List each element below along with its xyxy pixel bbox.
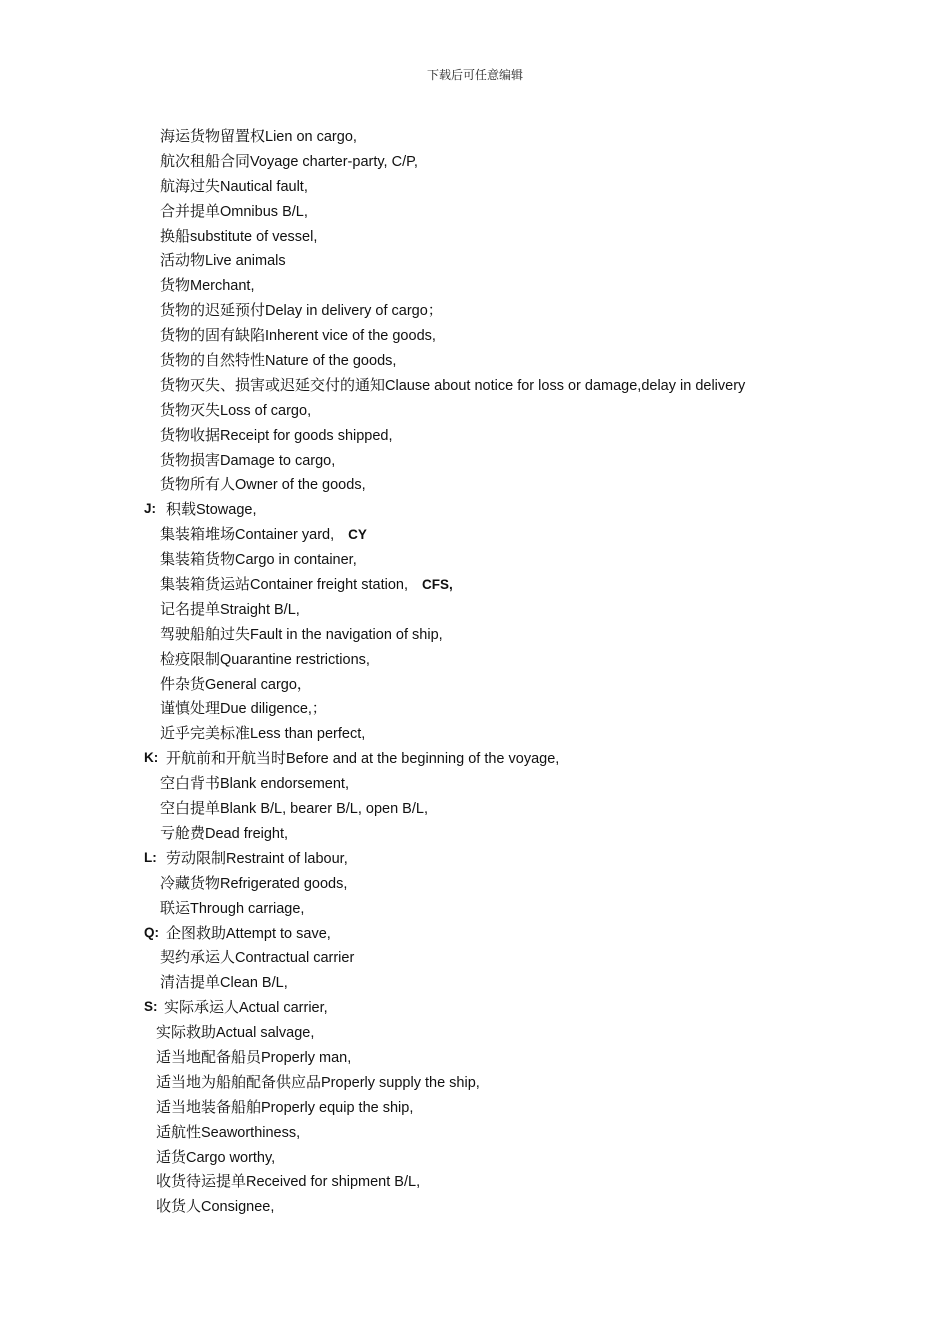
- glossary-entry: [0, 1020, 950, 1045]
- term-english: Seaworthiness,: [201, 1124, 301, 1141]
- term-english: Container freight station,: [250, 577, 408, 594]
- glossary-entry: [0, 721, 950, 746]
- term-chinese: 合并提单: [160, 201, 221, 220]
- term-chinese: 积载: [166, 500, 197, 519]
- page-header: 下载后可任意编辑: [426, 68, 523, 82]
- glossary-entry: [0, 572, 950, 597]
- glossary-entry: [0, 423, 950, 448]
- term-english: Less than perfect,: [250, 726, 366, 743]
- glossary-entry: [0, 373, 950, 398]
- term-english: Consignee,: [201, 1199, 275, 1216]
- glossary-entry: [0, 448, 950, 473]
- term-english: Blank B/L, bearer B/L, open B/L,: [220, 801, 428, 818]
- glossary-list: [0, 124, 950, 1219]
- term-english: Before and at the beginning of the voyage,: [286, 751, 560, 768]
- term-english: Straight B/L,: [220, 601, 300, 618]
- term-english: Damage to cargo,: [220, 452, 336, 469]
- term-english: Properly supply the ship,: [321, 1074, 480, 1091]
- term-chinese: 实际救助: [156, 1023, 217, 1042]
- glossary-entry: [0, 1045, 950, 1070]
- glossary-entry: [0, 821, 950, 846]
- glossary-entry: [0, 746, 950, 771]
- term-english: Voyage charter-party, C/P,: [250, 153, 418, 170]
- term-english: Blank endorsement,: [220, 776, 349, 793]
- term-chinese: 联运: [160, 898, 191, 917]
- term-chinese: 驾驶船舶过失: [160, 624, 251, 643]
- term-english: Live animals: [205, 253, 286, 270]
- term-chinese: 谨慎处理: [160, 699, 221, 718]
- glossary-entry: [0, 497, 950, 522]
- term-english: Fault in the navigation of ship,: [250, 626, 443, 643]
- term-chinese: 适当地为船舶配备供应品: [156, 1072, 322, 1091]
- term-english: Dead freight,: [205, 825, 289, 842]
- term-chinese: 航海过失: [160, 176, 221, 195]
- term-english: General cargo，: [205, 676, 312, 693]
- glossary-entry: [0, 696, 950, 721]
- term-english: Container yard,: [235, 527, 335, 544]
- term-abbreviation: CY: [348, 527, 367, 543]
- term-english: Lien on cargo,: [265, 129, 357, 145]
- glossary-entry: [0, 149, 950, 174]
- term-chinese: 货物损害: [160, 450, 221, 469]
- term-chinese: 航次租船合同: [160, 151, 251, 170]
- term-chinese: 适当地装备船舶: [156, 1097, 262, 1116]
- glossary-entry: [0, 224, 950, 249]
- term-chinese: 亏舱费: [160, 823, 206, 842]
- section-letter: J:: [144, 501, 157, 517]
- term-chinese: 清洁提单: [160, 973, 221, 992]
- glossary-entry: [0, 174, 950, 199]
- term-chinese: 货物收据: [160, 425, 221, 444]
- glossary-entry: [0, 970, 950, 995]
- term-english: Merchant,: [190, 278, 255, 295]
- term-english: Inherent vice of the goods,: [265, 328, 436, 345]
- term-chinese: 空白提单: [160, 799, 221, 818]
- term-english: Actual carrier,: [239, 1000, 328, 1017]
- term-chinese: 冷藏货物: [160, 873, 221, 892]
- term-english: Through carriage,: [190, 900, 305, 917]
- glossary-entry: [0, 1095, 950, 1120]
- glossary-entry: [0, 248, 950, 273]
- term-english: Owner of the goods,: [235, 477, 366, 494]
- term-chinese: 货物: [160, 276, 191, 295]
- term-chinese: 记名提单: [160, 599, 221, 618]
- term-english: Loss of cargo,: [220, 402, 312, 419]
- term-english: Quarantine restrictions,: [220, 651, 370, 668]
- term-abbreviation: CFS,: [422, 577, 453, 593]
- section-letter: K:: [144, 750, 159, 766]
- glossary-entry: [0, 1145, 950, 1170]
- glossary-entry: [0, 846, 950, 871]
- term-english: Stowage,: [196, 502, 257, 519]
- term-chinese: 集装箱货物: [160, 550, 236, 569]
- term-chinese: 货物的迟延预付: [160, 301, 266, 320]
- term-english: Contractual carrier: [235, 950, 355, 967]
- term-english: Nautical fault,: [220, 178, 308, 195]
- term-chinese: 契约承运人: [160, 948, 236, 967]
- term-english: Nature of the goods,: [265, 353, 397, 370]
- glossary-entry: [0, 472, 950, 497]
- term-chinese: 适当地配备船员: [156, 1047, 262, 1066]
- glossary-entry: [0, 597, 950, 622]
- glossary-entry: [0, 1169, 950, 1194]
- term-chinese: 适货: [156, 1147, 187, 1166]
- term-english: Omnibus B/L,: [220, 203, 308, 220]
- term-chinese: 集装箱货运站: [160, 575, 251, 594]
- section-letter: L:: [144, 849, 157, 865]
- glossary-entry: [0, 1120, 950, 1145]
- term-english: Actual salvage,: [216, 1025, 315, 1042]
- term-english: substitute of vessel,: [190, 228, 318, 245]
- glossary-entry: [0, 323, 950, 348]
- glossary-entry: [0, 796, 950, 821]
- term-chinese: 货物所有人: [160, 475, 236, 494]
- glossary-entry: [0, 1070, 950, 1095]
- term-chinese: 收货人: [156, 1197, 202, 1216]
- term-chinese: 货物灭失: [160, 400, 221, 419]
- glossary-entry: [0, 896, 950, 921]
- term-chinese: 劳动限制: [166, 848, 227, 867]
- term-english: Attempt to save,: [226, 925, 331, 942]
- term-english: Clean B/L,: [220, 975, 288, 992]
- glossary-entry: [0, 398, 950, 423]
- glossary-entry: [0, 672, 950, 697]
- term-english: Delay in delivery of cargo；: [265, 303, 443, 320]
- glossary-entry: [0, 199, 950, 224]
- glossary-entry: [0, 348, 950, 373]
- term-english: Receipt for goods shipped,: [220, 427, 393, 444]
- term-chinese: 开航前和开航当时: [166, 749, 287, 768]
- term-chinese: 件杂货: [160, 674, 206, 693]
- glossary-entry: [0, 945, 950, 970]
- section-letter: S:: [144, 999, 158, 1015]
- glossary-entry: [0, 771, 950, 796]
- term-chinese: 空白背书: [160, 774, 221, 793]
- glossary-entry: [0, 522, 950, 547]
- term-english: Properly man,: [261, 1049, 352, 1066]
- glossary-entry: [0, 124, 950, 149]
- glossary-entry: [0, 622, 950, 647]
- glossary-entry: [0, 298, 950, 323]
- glossary-entry: [0, 273, 950, 298]
- term-english: Due diligence,；: [220, 701, 327, 718]
- glossary-entry: [0, 647, 950, 672]
- term-chinese: 检疫限制: [160, 649, 221, 668]
- term-chinese: 适航性: [156, 1122, 202, 1141]
- glossary-entry: [0, 871, 950, 896]
- term-chinese: 收货待运提单: [156, 1172, 247, 1191]
- glossary-entry: [0, 547, 950, 572]
- term-english: Clause about notice for loss or damage,delay in delivery: [385, 377, 746, 394]
- glossary-entry: [0, 1194, 950, 1219]
- term-chinese: 货物灭失、损害或迟延交付的通知: [160, 375, 386, 394]
- term-chinese: 实际承运人: [164, 998, 240, 1017]
- section-letter: Q:: [144, 924, 159, 940]
- term-chinese: 海运货物留置权: [160, 127, 266, 145]
- term-english: Properly equip the ship,: [261, 1099, 414, 1116]
- term-chinese: 换船: [160, 226, 191, 245]
- term-english: Restraint of labour,: [226, 850, 348, 867]
- term-chinese: 货物的自然特性: [160, 351, 266, 370]
- glossary-entry: [0, 995, 950, 1020]
- term-english: Cargo worthy,: [186, 1149, 276, 1166]
- term-chinese: 企图救助: [166, 923, 227, 942]
- term-english: Received for shipment B/L,: [246, 1174, 421, 1191]
- term-chinese: 货物的固有缺陷: [160, 326, 266, 345]
- term-english: Cargo in container,: [235, 552, 357, 569]
- term-chinese: 近乎完美标准: [160, 724, 251, 743]
- term-chinese: 活动物: [160, 251, 206, 270]
- term-chinese: 集装箱堆场: [160, 525, 236, 544]
- term-english: Refrigerated goods,: [220, 875, 348, 892]
- glossary-entry: [0, 921, 950, 946]
